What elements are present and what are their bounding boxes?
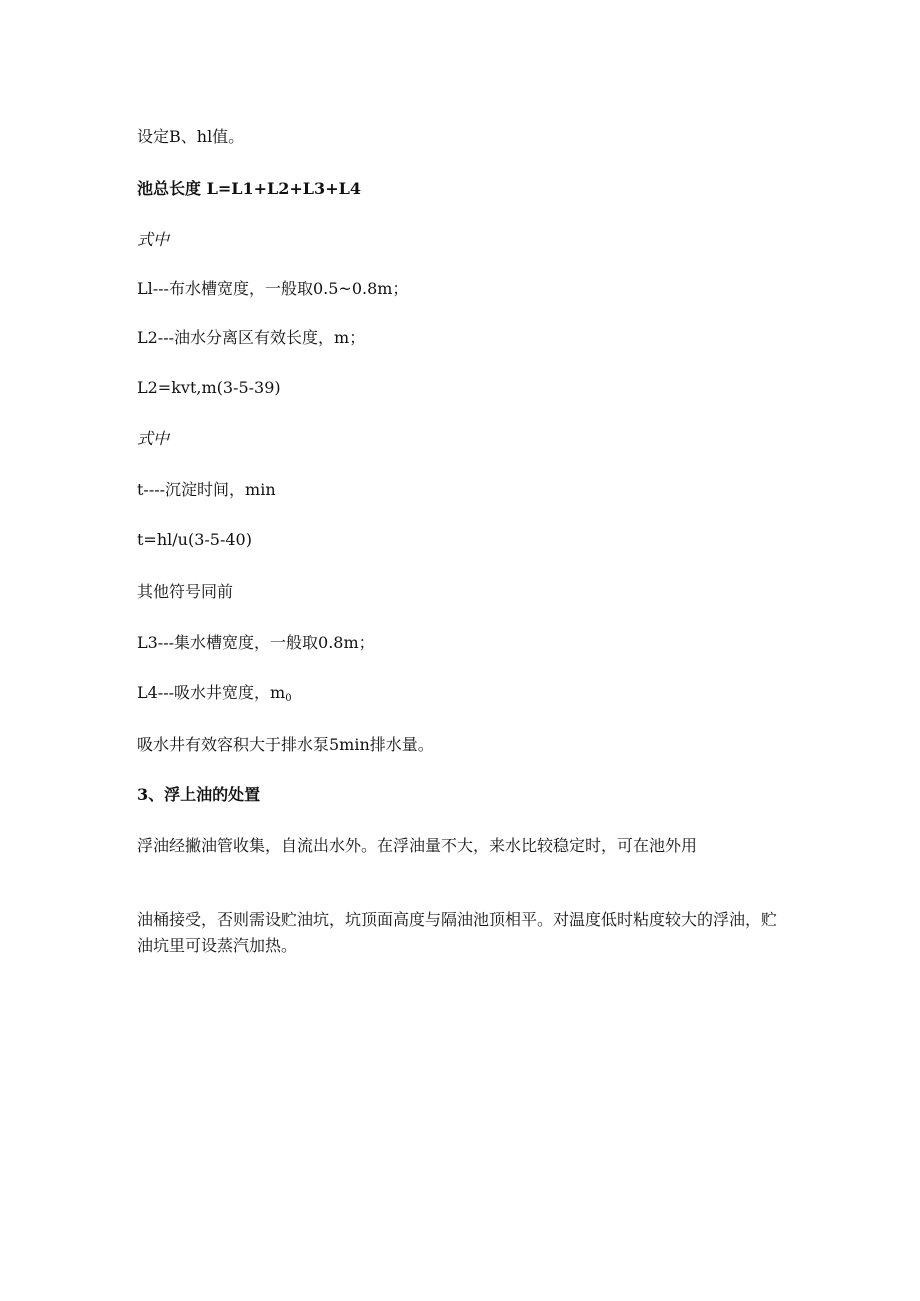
l4-definition — [137, 684, 292, 708]
paragraph-2: 油桶接受，否则需设贮油坑，坑顶面高度与隔油池顶相平。对温度低时粘度较大的浮油，贮油坑里可设蒸汽加热。 — [137, 910, 778, 955]
l2-formula: L2=kvt,m(3-5-39) — [137, 378, 281, 397]
l2-definition: L2---油水分离区有效长度，m； — [137, 328, 366, 347]
where-label-2: 式中 — [137, 429, 170, 448]
paragraph-1: 浮油经撇油管收集，自流出水外。在浮油量不大，来水比较稳定时，可在池外用 — [137, 836, 698, 855]
other-symbols-text: 其他符号同前 — [137, 582, 234, 601]
section-heading: 3、浮上油的处置 — [137, 785, 261, 804]
t-definition: t----沉淀时间，min — [137, 480, 276, 499]
set-values-text: 设定B、hl值。 — [137, 127, 245, 146]
l1-definition: Ll---布水槽宽度，一般取0.5~0.8m； — [137, 279, 409, 298]
l4-definition-subscript: 0 — [285, 693, 292, 704]
where-label-1: 式中 — [137, 230, 170, 249]
total-length-heading: 池总长度 L=L1+L2+L3+L4 — [137, 179, 361, 198]
well-volume-text: 吸水井有效容积大于排水泵5min排水量。 — [137, 735, 434, 754]
l4-definition-main: L4---吸水井宽度，m — [137, 683, 286, 702]
l3-definition: L3---集水槽宽度，一般取0.8m； — [137, 633, 375, 652]
t-formula: t=hl/u(3-5-40) — [137, 530, 252, 549]
